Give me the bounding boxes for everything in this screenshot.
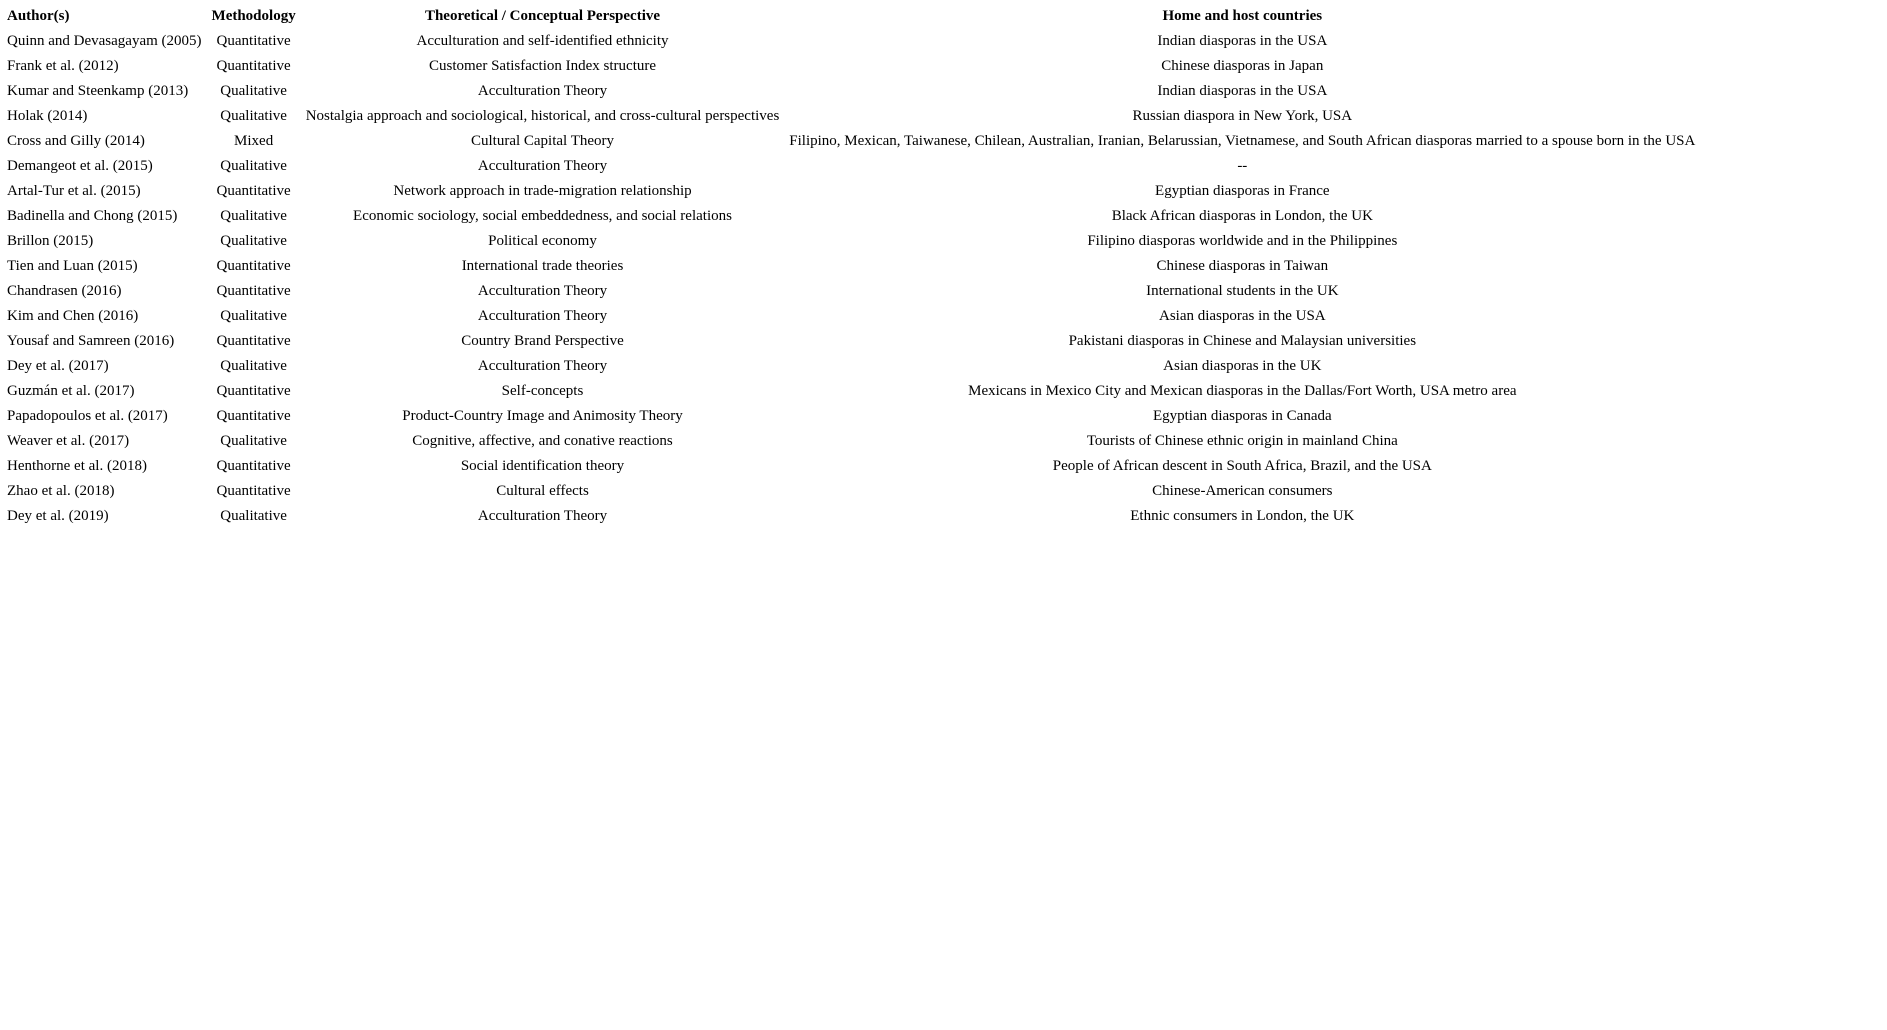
cell-perspective: Acculturation Theory [477, 283, 608, 299]
header-countries: Home and host countries [1162, 8, 1323, 24]
literature-table [2, 4, 1700, 529]
cell-countries: Filipino diasporas worldwide and in the Philippines [1087, 233, 1398, 249]
cell-perspective: Acculturation Theory [477, 83, 608, 99]
cell-methodology: Quantitative [216, 258, 291, 274]
cell-author: Chandrasen (2016) [7, 283, 122, 299]
cell-author: Holak (2014) [7, 108, 88, 124]
cell-methodology: Quantitative [216, 33, 291, 49]
table-row [2, 54, 1700, 79]
cell-perspective: Acculturation Theory [477, 308, 608, 324]
cell-countries: Chinese-American consumers [1152, 483, 1333, 499]
cell-perspective: Economic sociology, social embeddedness, and social relations [353, 208, 732, 224]
cell-perspective: International trade theories [461, 258, 624, 274]
table-row [2, 179, 1700, 204]
cell-methodology: Quantitative [216, 58, 291, 74]
table-row [2, 379, 1700, 404]
cell-countries: Asian diasporas in the USA [1158, 308, 1326, 324]
table-row [2, 254, 1700, 279]
cell-methodology: Qualitative [220, 83, 287, 99]
cell-countries: Pakistani diasporas in Chinese and Malaysian universities [1068, 333, 1417, 349]
cell-methodology: Qualitative [220, 158, 287, 174]
cell-methodology: Quantitative [216, 383, 291, 399]
cell-perspective: Social identification theory [460, 458, 625, 474]
table-body [2, 29, 1700, 529]
cell-methodology: Mixed [234, 133, 274, 149]
cell-author: Kumar and Steenkamp (2013) [7, 83, 189, 99]
cell-methodology: Qualitative [220, 433, 287, 449]
cell-methodology: Quantitative [216, 408, 291, 424]
cell-author: Yousaf and Samreen (2016) [7, 333, 175, 349]
cell-author: Dey et al. (2019) [7, 508, 109, 524]
cell-perspective: Network approach in trade-migration relationship [393, 183, 692, 199]
cell-author: Papadopoulos et al. (2017) [7, 408, 168, 424]
cell-perspective: Customer Satisfaction Index structure [428, 58, 657, 74]
table-row [2, 454, 1700, 479]
cell-perspective: Product-Country Image and Animosity Theory [402, 408, 683, 424]
table-row [2, 229, 1700, 254]
cell-author: Zhao et al. (2018) [7, 483, 115, 499]
table-row [2, 279, 1700, 304]
cell-methodology: Quantitative [216, 458, 291, 474]
cell-author: Cross and Gilly (2014) [7, 133, 145, 149]
cell-perspective: Acculturation Theory [477, 508, 608, 524]
cell-countries: Egyptian diasporas in France [1155, 183, 1330, 199]
cell-methodology: Quantitative [216, 283, 291, 299]
cell-author: Demangeot et al. (2015) [7, 158, 153, 174]
table-row [2, 354, 1700, 379]
cell-countries: Egyptian diasporas in Canada [1152, 408, 1332, 424]
cell-author: Guzmán et al. (2017) [7, 383, 135, 399]
table-row [2, 29, 1700, 54]
cell-countries: International students in the UK [1146, 283, 1339, 299]
cell-methodology: Qualitative [220, 208, 287, 224]
header-methodology: Methodology [211, 8, 296, 24]
cell-perspective: Cultural effects [496, 483, 589, 499]
header-authors: Author(s) [7, 8, 70, 24]
cell-author: Dey et al. (2017) [7, 358, 109, 374]
cell-methodology: Quantitative [216, 483, 291, 499]
cell-author: Artal-Tur et al. (2015) [7, 183, 141, 199]
cell-perspective: Cognitive, affective, and conative reactions [412, 433, 673, 449]
cell-countries: Tourists of Chinese ethnic origin in mainland China [1086, 433, 1398, 449]
cell-author: Brillon (2015) [7, 233, 94, 249]
header-row [2, 4, 1700, 29]
table-row [2, 79, 1700, 104]
cell-methodology: Quantitative [216, 333, 291, 349]
cell-countries: Russian diaspora in New York, USA [1132, 108, 1353, 124]
cell-author: Tien and Luan (2015) [7, 258, 138, 274]
cell-countries: Mexicans in Mexico City and Mexican diasporas in the Dallas/Fort Worth, USA metro area [968, 383, 1517, 399]
cell-perspective: Acculturation and self-identified ethnicity [416, 33, 669, 49]
cell-perspective: Acculturation Theory [477, 358, 608, 374]
cell-countries: Indian diasporas in the USA [1157, 33, 1328, 49]
cell-countries: Filipino, Mexican, Taiwanese, Chilean, Australian, Iranian, Belarussian, Vietnamese, and South African diasporas married to a spouse born in the USA [789, 133, 1696, 149]
table-row [2, 104, 1700, 129]
table-row [2, 479, 1700, 504]
cell-author: Henthorne et al. (2018) [7, 458, 147, 474]
cell-perspective: Cultural Capital Theory [470, 133, 615, 149]
cell-perspective: Self-concepts [501, 383, 584, 399]
cell-perspective: Country Brand Perspective [461, 333, 624, 349]
cell-methodology: Qualitative [220, 108, 287, 124]
cell-countries: Chinese diasporas in Japan [1161, 58, 1324, 74]
cell-methodology: Qualitative [220, 233, 287, 249]
table-row [2, 504, 1700, 529]
cell-countries: People of African descent in South Africa, Brazil, and the USA [1052, 458, 1432, 474]
table-row [2, 129, 1700, 154]
cell-author: Quinn and Devasagayam (2005) [7, 33, 202, 49]
table-row [2, 329, 1700, 354]
cell-methodology: Qualitative [220, 358, 287, 374]
cell-countries: Ethnic consumers in London, the UK [1130, 508, 1355, 524]
cell-author: Badinella and Chong (2015) [7, 208, 178, 224]
table-row [2, 204, 1700, 229]
cell-author: Weaver et al. (2017) [7, 433, 130, 449]
header-perspective: Theoretical / Conceptual Perspective [424, 8, 661, 24]
cell-methodology: Quantitative [216, 183, 291, 199]
cell-methodology: Qualitative [220, 508, 287, 524]
cell-countries: Indian diasporas in the USA [1157, 83, 1328, 99]
table-row [2, 429, 1700, 454]
cell-countries: Chinese diasporas in Taiwan [1156, 258, 1329, 274]
cell-author: Frank et al. (2012) [7, 58, 119, 74]
cell-countries: -- [1237, 158, 1248, 174]
cell-author: Kim and Chen (2016) [7, 308, 139, 324]
cell-perspective: Political economy [488, 233, 597, 249]
table-row [2, 404, 1700, 429]
cell-perspective: Nostalgia approach and sociological, historical, and cross-cultural perspectives [305, 108, 780, 124]
cell-countries: Asian diasporas in the UK [1163, 358, 1322, 374]
cell-methodology: Qualitative [220, 308, 287, 324]
table-row [2, 304, 1700, 329]
table-row [2, 154, 1700, 179]
cell-perspective: Acculturation Theory [477, 158, 608, 174]
cell-countries: Black African diasporas in London, the UK [1111, 208, 1373, 224]
